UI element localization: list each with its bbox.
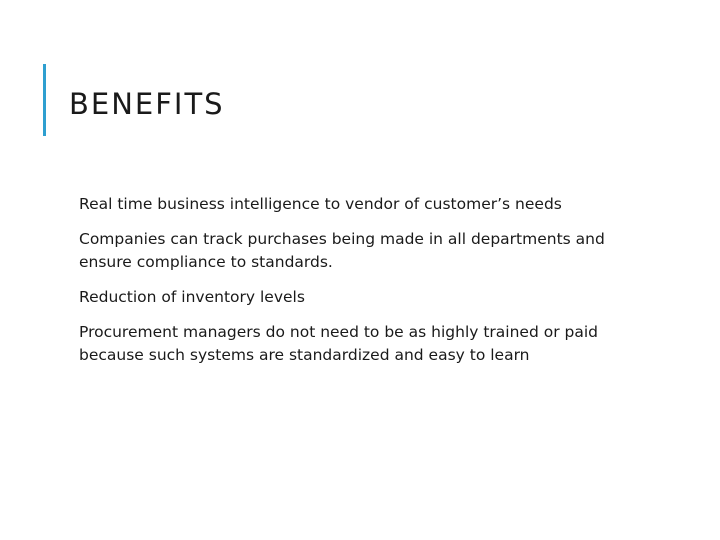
bullet-list	[79, 193, 659, 379]
bullet-item: Real time business intelligence to vendor of customer’s needs	[79, 195, 562, 213]
slide-title: BENEFITS	[69, 87, 225, 121]
title-accent-bar	[43, 64, 46, 136]
bullet-item: Reduction of inventory levels	[79, 288, 305, 306]
bullet-item: Companies can track purchases being made in all departments and ensure compliance to standards.	[79, 230, 605, 271]
bullet-item: Procurement managers do not need to be as highly trained or paid because such systems are standardized and easy to learn	[79, 323, 598, 364]
